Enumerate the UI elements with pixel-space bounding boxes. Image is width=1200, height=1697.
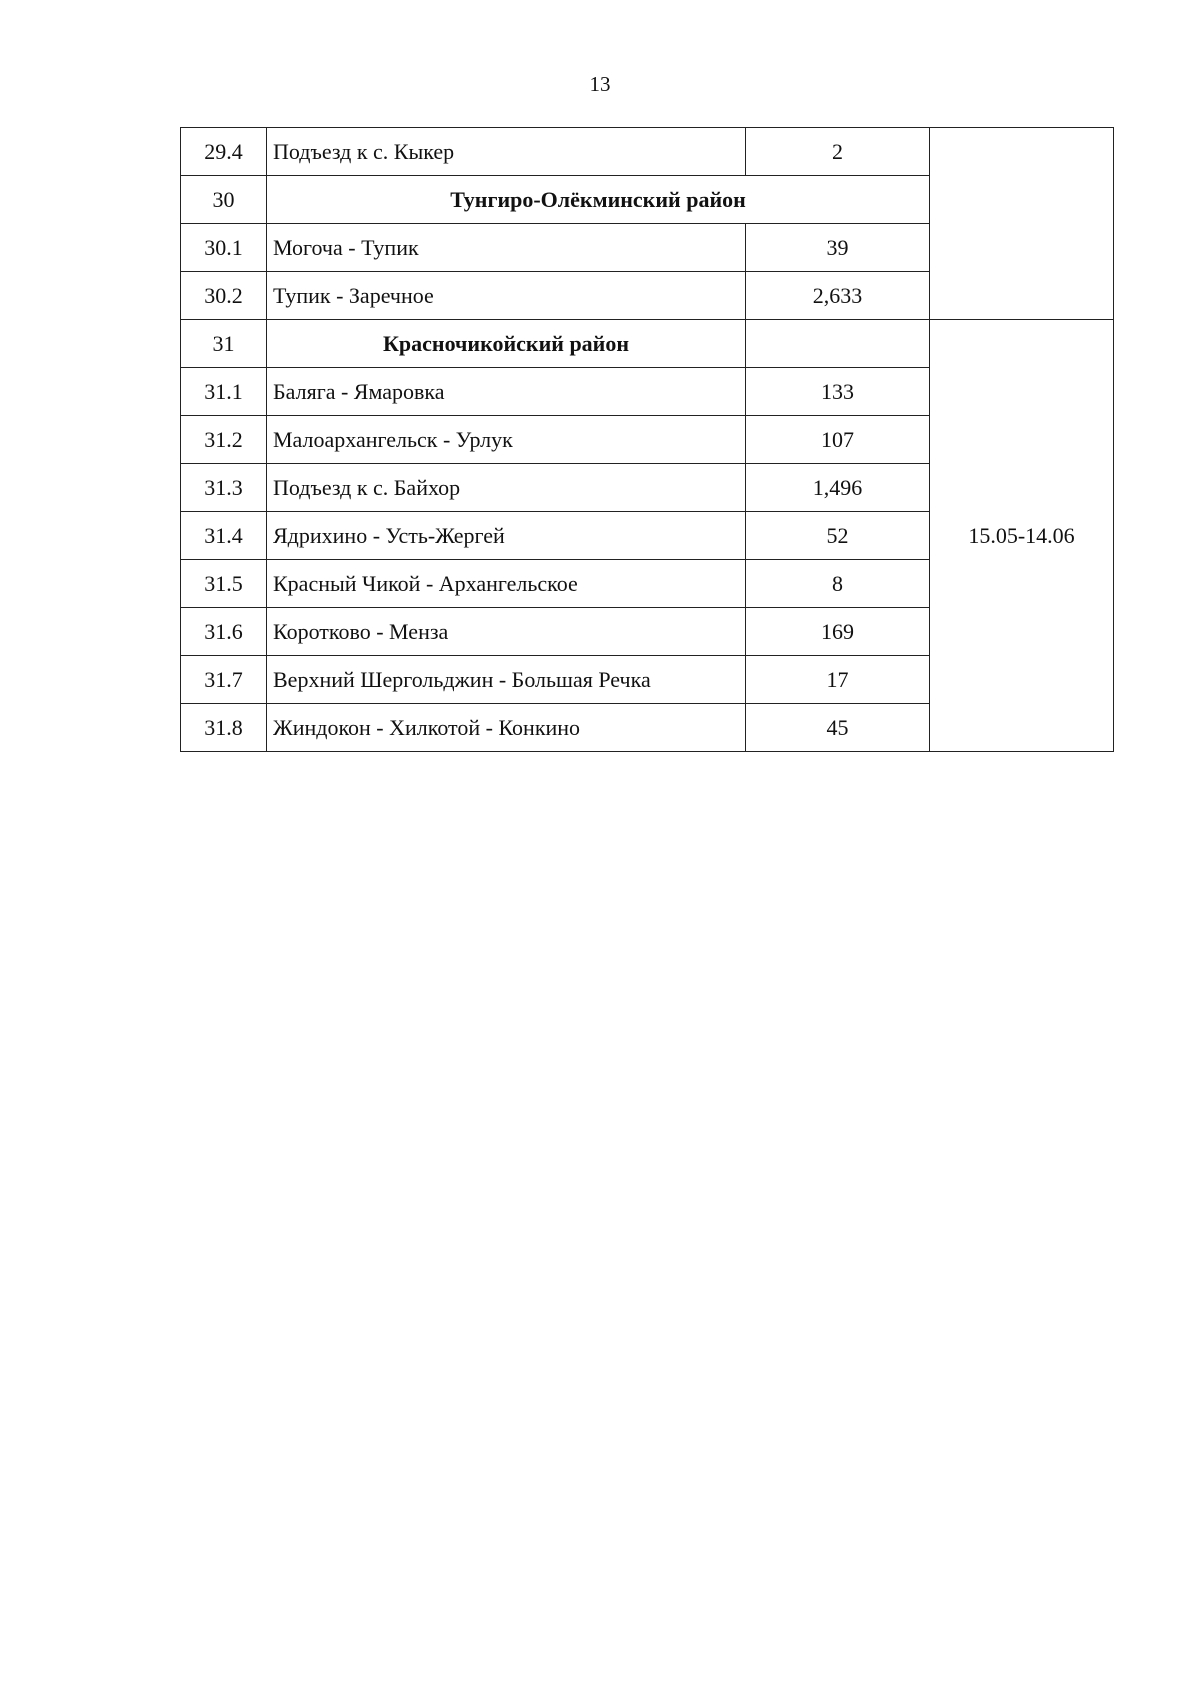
- row-number: 31.7: [181, 656, 267, 704]
- district-number: 30: [181, 176, 267, 224]
- road-name: Жиндокон - Хилкотой - Конкино: [267, 704, 746, 752]
- road-name: Малоархангельск - Урлук: [267, 416, 746, 464]
- road-length: 169: [746, 608, 930, 656]
- district-length: [746, 320, 930, 368]
- road-length: 52: [746, 512, 930, 560]
- row-number: 29.4: [181, 128, 267, 176]
- period-cell: [930, 128, 1114, 320]
- table-row: [181, 128, 1114, 176]
- road-length: 17: [746, 656, 930, 704]
- row-number: 31.6: [181, 608, 267, 656]
- row-number: 31.8: [181, 704, 267, 752]
- road-name: Подъезд к с. Кыкер: [267, 128, 746, 176]
- road-name: Коротково - Менза: [267, 608, 746, 656]
- district-number: 31: [181, 320, 267, 368]
- district-name: Красночикойский район: [267, 320, 746, 368]
- road-name: Красный Чикой - Архангельское: [267, 560, 746, 608]
- roads-table: [180, 127, 1114, 752]
- row-number: 30.2: [181, 272, 267, 320]
- row-number: 31.3: [181, 464, 267, 512]
- road-length: 107: [746, 416, 930, 464]
- road-length: 45: [746, 704, 930, 752]
- road-length: 133: [746, 368, 930, 416]
- road-name: Подъезд к с. Байхор: [267, 464, 746, 512]
- district-row: [181, 320, 1114, 368]
- page-number: 13: [589, 72, 611, 96]
- row-number: 31.4: [181, 512, 267, 560]
- row-number: 31.5: [181, 560, 267, 608]
- road-name: Баляга - Ямаровка: [267, 368, 746, 416]
- row-number: 31.1: [181, 368, 267, 416]
- road-name: Ядрихино - Усть-Жергей: [267, 512, 746, 560]
- district-name: Тунгиро-Олёкминский район: [267, 176, 930, 224]
- road-length: 39: [746, 224, 930, 272]
- road-name: Верхний Шергольджин - Большая Речка: [267, 656, 746, 704]
- road-length: 2,633: [746, 272, 930, 320]
- road-length: 8: [746, 560, 930, 608]
- period-cell: 15.05-14.06: [930, 320, 1114, 752]
- road-name: Тупик - Заречное: [267, 272, 746, 320]
- road-name: Могоча - Тупик: [267, 224, 746, 272]
- road-length: 1,496: [746, 464, 930, 512]
- road-length: 2: [746, 128, 930, 176]
- row-number: 30.1: [181, 224, 267, 272]
- row-number: 31.2: [181, 416, 267, 464]
